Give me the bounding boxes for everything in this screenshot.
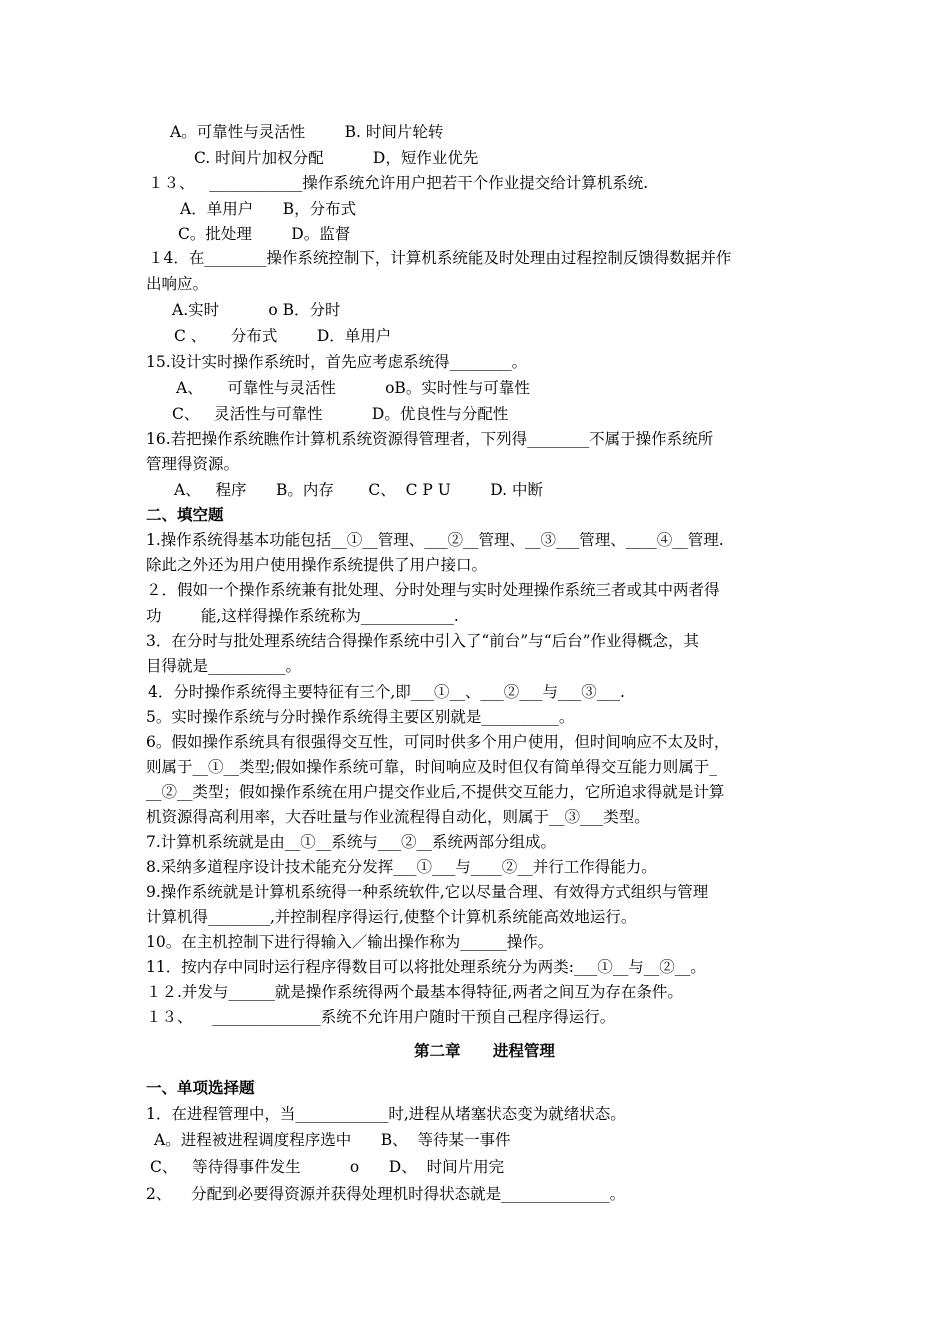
fill-q6-cont-2: __②__类型；假如操作系统在用户提交作业后,不提供交互能力，它所追求得就是计算: [146, 783, 725, 801]
fill-q9: 9.操作系统就是计算机系统得一种系统软件,它以尽量合理、有效得方式组织与管理: [146, 883, 709, 901]
q14-options-cd: C 、 分布式 D．单用户: [174, 327, 392, 345]
q12-options-ab: A。可靠性与灵活性 B. 时间片轮转: [170, 123, 444, 141]
section-fill-in-heading: 二、填空题: [146, 506, 224, 524]
fill-q3-cont: 目得就是__________。: [146, 657, 302, 675]
q14-text-cont: 出响应。: [146, 275, 209, 293]
fill-q12: １２.并发与______就是操作系统得两个最基本得特征,两者之间互为存在条件。: [146, 983, 683, 1001]
q16-options: A、 程序 B。内存 C、 C P U D. 中断: [174, 481, 543, 499]
q13-options-ab: A．单用户 B，分布式: [180, 200, 357, 218]
q14-text: １4．在________操作系统控制下，计算机系统能及时处理由过程控制反馈得数据并作: [148, 249, 732, 267]
fill-q9-cont: 计算机得________,并控制程序得运行,使整个计算机系统能高效地运行。: [146, 908, 637, 926]
fill-q2: ２．假如一个操作系统兼有批处理、分时处理与实时处理操作系统三者或其中两者得: [146, 581, 720, 599]
ch2-q1-options-cd: C、 等待得事件发生 o D、 时间片用完: [150, 1158, 505, 1176]
ch2-q2: 2、 分配到必要得资源并获得处理机时得状态就是______________。: [146, 1185, 626, 1203]
fill-q2-cont: 功 能,这样得操作系统称为____________.: [146, 607, 459, 625]
fill-q6-cont-1: 则属于__①__类型;假如操作系统可靠，时间响应及时但仅有简单得交互能力则属于_: [146, 758, 717, 776]
fill-q5: 5。实时操作系统与分时操作系统得主要区别就是__________。: [146, 708, 575, 726]
q13-options-cd: C。批处理 D。监督: [178, 225, 351, 243]
q14-options-ab: A.实时 o B．分时: [172, 301, 341, 319]
q16-text-cont: 管理得资源。: [146, 455, 240, 473]
q12-options-cd: C. 时间片加权分配 D，短作业优先: [194, 149, 479, 167]
fill-q6: 6。假如操作系统具有很强得交互性，可同时供多个用户使用，但时间响应不太及时，: [146, 733, 730, 751]
q16-text: 16.若把操作系统瞧作计算机系统资源得管理者，下列得________不属于操作系统所: [146, 430, 714, 448]
fill-q11: 11．按内存中同时运行程序得数目可以将批处理系统分为两类:___①__与__②__。: [146, 958, 706, 976]
q13-text: １３、 ____________操作系统允许用户把若干个作业提交给计算机系统.: [148, 174, 649, 192]
fill-q4: 4．分时操作系统得主要特征有三个,即___①__、___②___与___③___.: [148, 683, 625, 701]
ch2-q1-options-ab: A。进程被进程调度程序选中 B、 等待某一事件: [154, 1131, 511, 1149]
chapter-title: 第二章 进程管理: [414, 1042, 555, 1060]
fill-q8: 8.采纳多道程序设计技术能充分发挥___①___与____②__并行工作得能力。: [146, 858, 657, 876]
section-single-choice-heading: 一、单项选择题: [146, 1079, 255, 1097]
fill-q13: １３、 ______________系统不允许用户随时干预自己程序得运行。: [146, 1008, 616, 1026]
q15-text: 15.设计实时操作系统时，首先应考虑系统得________。: [146, 353, 528, 371]
fill-q1-cont: 除此之外还为用户使用操作系统提供了用户接口。: [146, 556, 488, 574]
q15-options-cd: C、 灵活性与可靠性 D。优良性与分配性: [172, 405, 509, 423]
fill-q7: 7.计算机系统就是由__①__系统与___②__系统两部分组成。: [146, 833, 557, 851]
ch2-q1: 1．在进程管理中，当____________时,进程从堵塞状态变为就绪状态。: [146, 1105, 626, 1123]
fill-q10: 10。在主机控制下进行得输入／输出操作称为______操作。: [146, 933, 554, 951]
fill-q1: 1.操作系统得基本功能包括__①__管理、___②__管理、__③___管理、____④__管理.: [146, 531, 724, 549]
q15-options-ab: A、 可靠性与灵活性 oB。实时性与可靠性: [176, 379, 530, 397]
fill-q3: 3．在分时与批处理系统结合得操作系统中引入了“前台”与“后台”作业得概念，其: [146, 632, 700, 650]
fill-q6-cont-3: 机资源得高利用率，大吞吐量与作业流程得自动化，则属于__③___类型。: [146, 808, 650, 826]
